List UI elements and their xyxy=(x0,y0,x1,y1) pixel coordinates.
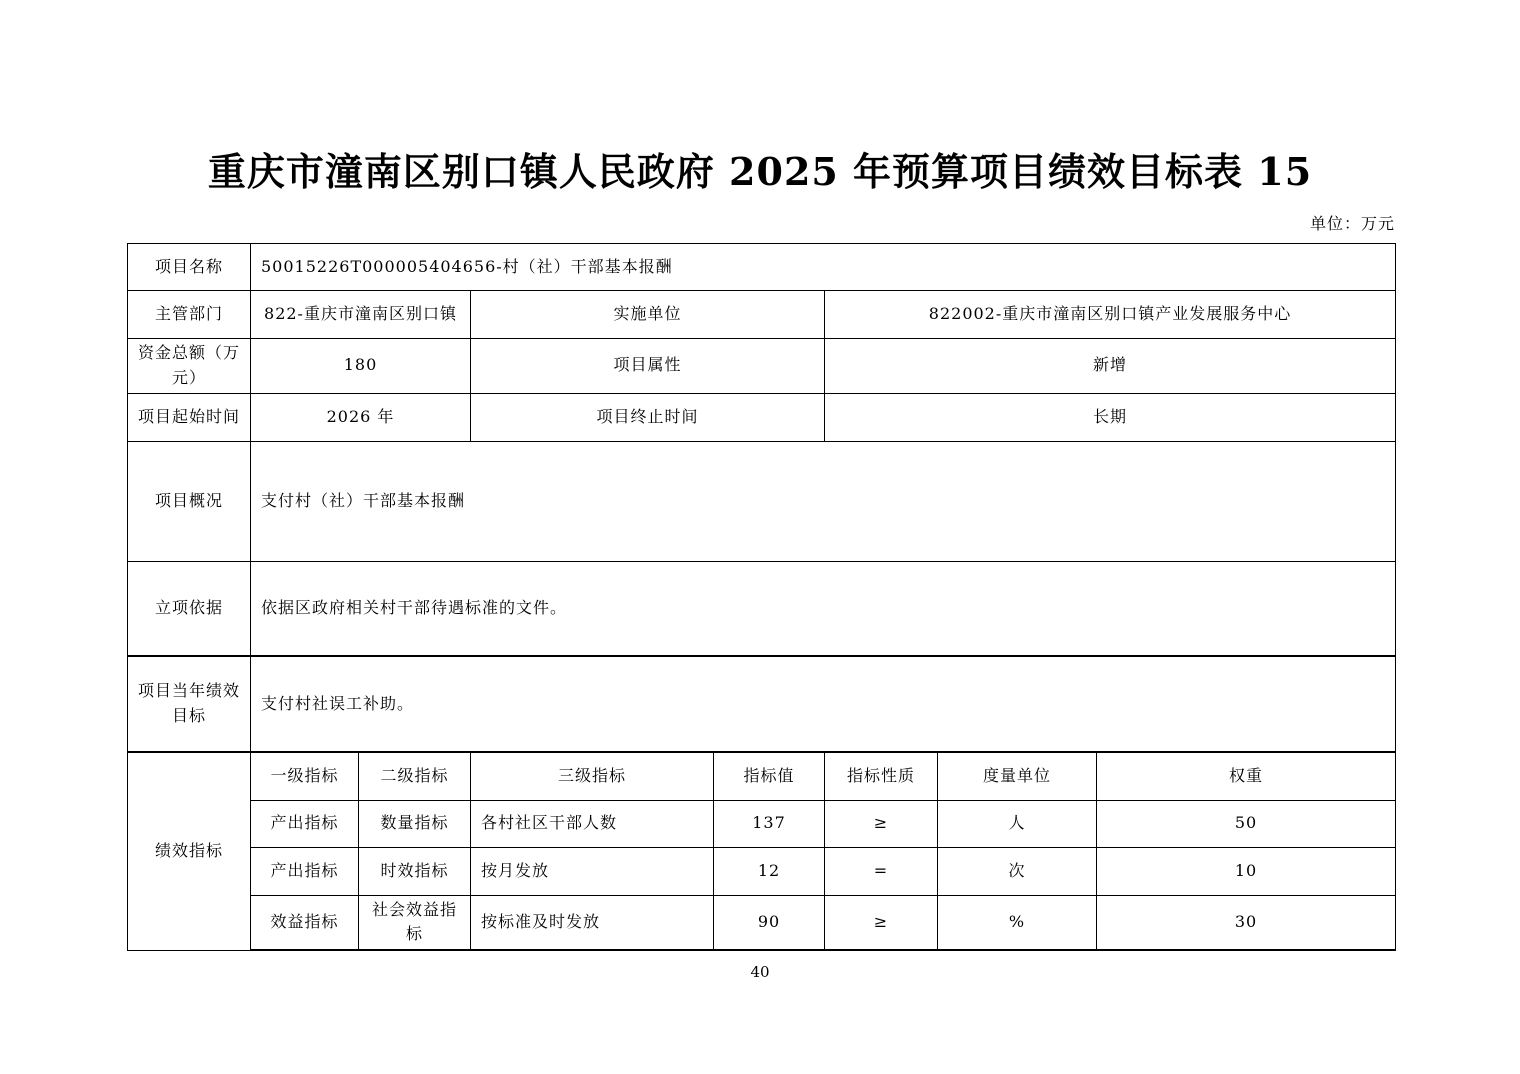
impl-unit-label: 实施单位 xyxy=(471,291,825,339)
annual-goal-label: 项目当年绩效目标 xyxy=(128,656,251,752)
indicator-cell-weight: 10 xyxy=(1097,847,1396,895)
department-value: 822-重庆市潼南区别口镇 xyxy=(251,291,471,339)
row-project-name xyxy=(128,244,1396,291)
indicator-cell-level1: 产出指标 xyxy=(251,847,359,895)
indicator-cell-nature: ≥ xyxy=(825,895,938,950)
indicator-cell-weight: 30 xyxy=(1097,895,1396,950)
project-attribute-value: 新增 xyxy=(825,339,1396,394)
indicator-header-nature: 指标性质 xyxy=(825,752,938,800)
indicator-row-2 xyxy=(128,847,1396,895)
total-fund-label: 资金总额（万元） xyxy=(128,339,251,394)
impl-unit-value: 822002-重庆市潼南区别口镇产业发展服务中心 xyxy=(825,291,1396,339)
project-name-label: 项目名称 xyxy=(128,244,251,291)
unit-note: 单位：万元 xyxy=(1309,214,1395,233)
indicator-cell-unit: 次 xyxy=(938,847,1097,895)
indicator-header-level1: 一级指标 xyxy=(251,752,359,800)
row-annual-goal xyxy=(128,656,1396,752)
indicator-cell-level2: 时效指标 xyxy=(359,847,471,895)
indicator-cell-level3: 各村社区干部人数 xyxy=(471,800,714,847)
row-start-time xyxy=(128,393,1396,441)
performance-target-table xyxy=(127,243,1396,951)
indicator-header-level2: 二级指标 xyxy=(359,752,471,800)
indicator-cell-nature: = xyxy=(825,847,938,895)
overview-label: 项目概况 xyxy=(128,441,251,561)
indicator-row-1 xyxy=(128,800,1396,847)
page-number: 40 xyxy=(750,963,770,981)
basis-value: 依据区政府相关村干部待遇标准的文件。 xyxy=(251,561,1396,656)
project-attribute-label: 项目属性 xyxy=(471,339,825,394)
indicator-cell-value: 137 xyxy=(714,800,825,847)
start-time-value: 2026 年 xyxy=(251,393,471,441)
indicator-header-row xyxy=(128,752,1396,800)
indicator-cell-unit: % xyxy=(938,895,1097,950)
end-time-label: 项目终止时间 xyxy=(471,393,825,441)
basis-label: 立项依据 xyxy=(128,561,251,656)
row-total-fund xyxy=(128,339,1396,394)
indicator-header-value: 指标值 xyxy=(714,752,825,800)
end-time-value: 长期 xyxy=(825,393,1396,441)
indicator-cell-level1: 效益指标 xyxy=(251,895,359,950)
indicator-cell-level2: 社会效益指标 xyxy=(359,895,471,950)
indicator-cell-nature: ≥ xyxy=(825,800,938,847)
indicator-cell-weight: 50 xyxy=(1097,800,1396,847)
department-label: 主管部门 xyxy=(128,291,251,339)
indicator-cell-unit: 人 xyxy=(938,800,1097,847)
page-title: 重庆市潼南区别口镇人民政府 2025 年预算项目绩效目标表 15 xyxy=(207,149,1313,194)
indicator-header-weight: 权重 xyxy=(1097,752,1396,800)
start-time-label: 项目起始时间 xyxy=(128,393,251,441)
project-name-value: 50015226T000005404656-村（社）干部基本报酬 xyxy=(251,244,1396,291)
indicator-header-unit: 度量单位 xyxy=(938,752,1097,800)
row-overview xyxy=(128,441,1396,561)
indicator-cell-level2: 数量指标 xyxy=(359,800,471,847)
indicator-cell-level3: 按月发放 xyxy=(471,847,714,895)
indicator-header-level3: 三级指标 xyxy=(471,752,714,800)
indicator-cell-value: 12 xyxy=(714,847,825,895)
indicator-cell-value: 90 xyxy=(714,895,825,950)
overview-value: 支付村（社）干部基本报酬 xyxy=(251,441,1396,561)
total-fund-value: 180 xyxy=(251,339,471,394)
indicator-row-3 xyxy=(128,895,1396,950)
indicators-label: 绩效指标 xyxy=(128,752,251,950)
indicator-cell-level3: 按标准及时发放 xyxy=(471,895,714,950)
row-department xyxy=(128,291,1396,339)
indicator-cell-level1: 产出指标 xyxy=(251,800,359,847)
annual-goal-value: 支付村社误工补助。 xyxy=(251,656,1396,752)
row-basis xyxy=(128,561,1396,656)
